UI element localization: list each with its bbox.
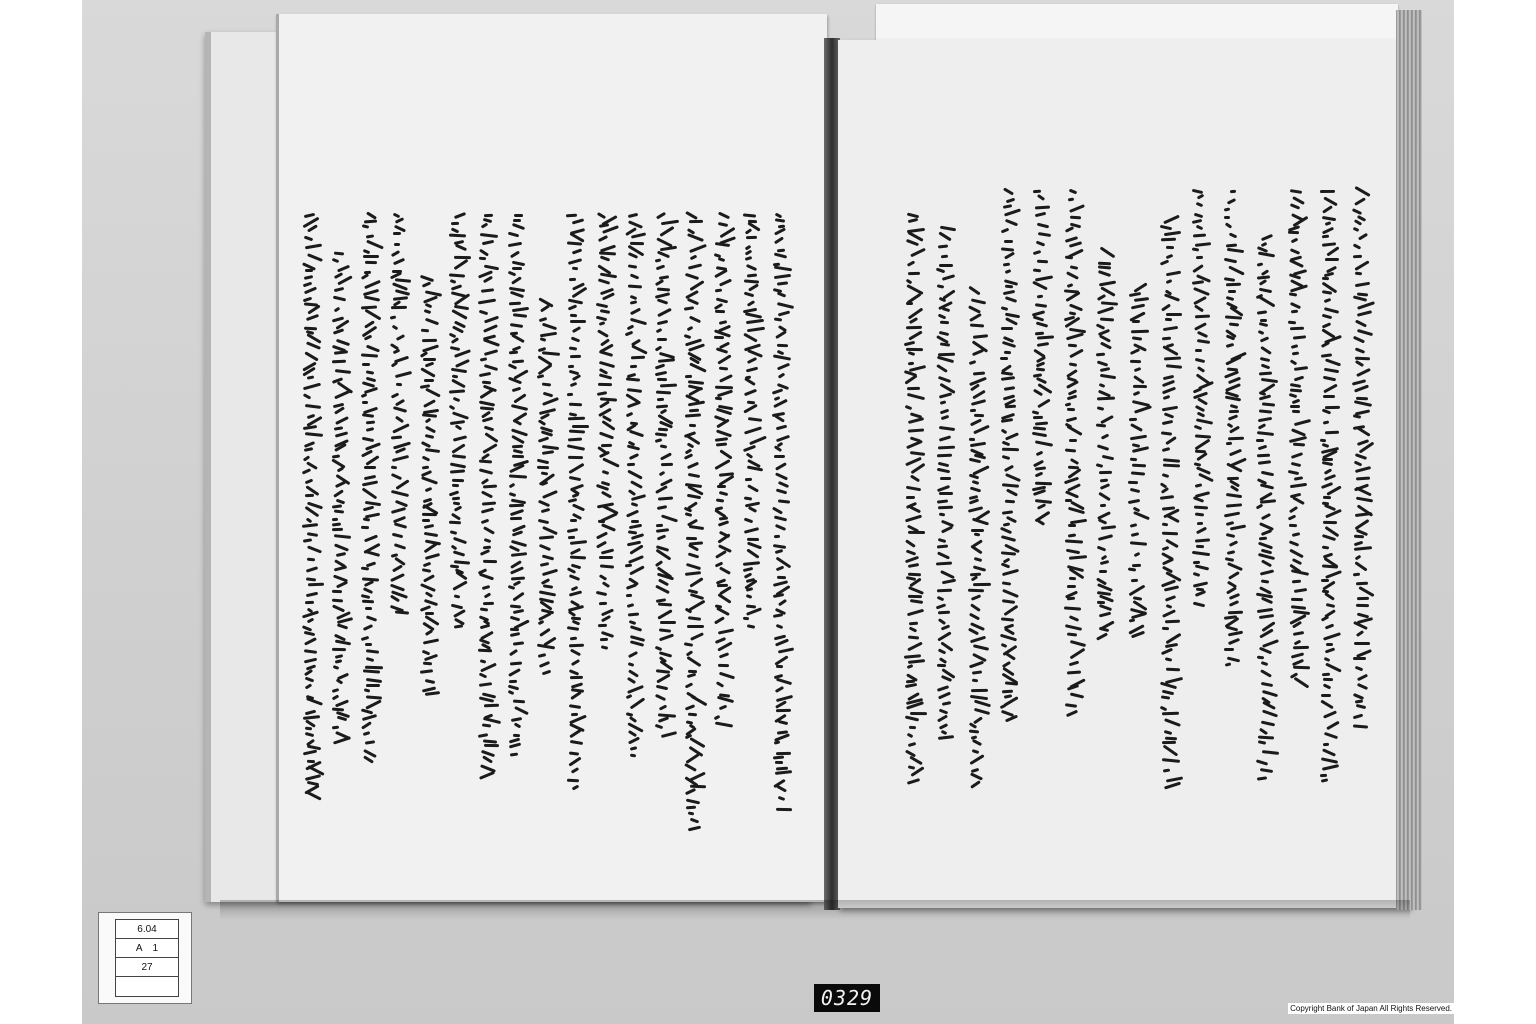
handwriting-column: [684, 214, 704, 834]
label-item: 27: [116, 958, 178, 977]
page-stack-edges: [1396, 10, 1422, 910]
handwriting-column: [1192, 190, 1212, 790]
left-page: [276, 14, 827, 902]
handwriting-column: [968, 190, 988, 790]
label-blank: [116, 977, 178, 997]
handwriting-column: [566, 214, 586, 834]
right-page-handwriting: [898, 190, 1378, 790]
handwriting-column: [508, 214, 528, 834]
label-section-row: [116, 939, 178, 958]
left-page-handwriting: [297, 214, 797, 834]
handwriting-column: [1256, 190, 1276, 790]
handwriting-column: [1288, 190, 1308, 790]
handwriting-column: [936, 190, 956, 790]
handwriting-column: [1224, 190, 1244, 790]
handwriting-column: [743, 214, 763, 834]
handwriting-column: [655, 214, 675, 834]
handwriting-column: [537, 214, 557, 834]
handwriting-column: [1160, 190, 1180, 790]
archive-label-card: [98, 912, 192, 1004]
handwriting-column: [1064, 190, 1084, 790]
handwriting-column: [1032, 190, 1052, 790]
handwriting-column: [1128, 190, 1148, 790]
handwriting-column: [302, 214, 322, 834]
handwriting-column: [772, 214, 792, 834]
handwriting-column: [596, 214, 616, 834]
handwriting-column: [419, 214, 439, 834]
handwriting-column: [625, 214, 645, 834]
handwriting-column: [449, 214, 469, 834]
handwriting-column: [1352, 190, 1372, 790]
handwriting-column: [361, 214, 381, 834]
label-number: 1: [152, 942, 159, 954]
handwriting-column: [713, 214, 733, 834]
right-page: [838, 40, 1410, 908]
handwriting-column: [904, 190, 924, 790]
handwriting-column: [1000, 190, 1020, 790]
handwriting-column: [1320, 190, 1340, 790]
copyright-notice: Copyright Bank of Japan All Rights Reserved.: [1290, 1004, 1452, 1013]
frame-counter: 0329: [814, 984, 880, 1012]
handwriting-column: [1096, 190, 1116, 790]
handwriting-column: [478, 214, 498, 834]
loose-sheet: [876, 4, 1398, 44]
archive-label-table: [115, 919, 179, 997]
label-code: 6.04: [116, 920, 178, 939]
handwriting-column: [390, 214, 410, 834]
handwriting-column: [331, 214, 351, 834]
label-section: A: [135, 942, 143, 954]
book-shadow: [220, 900, 1410, 920]
